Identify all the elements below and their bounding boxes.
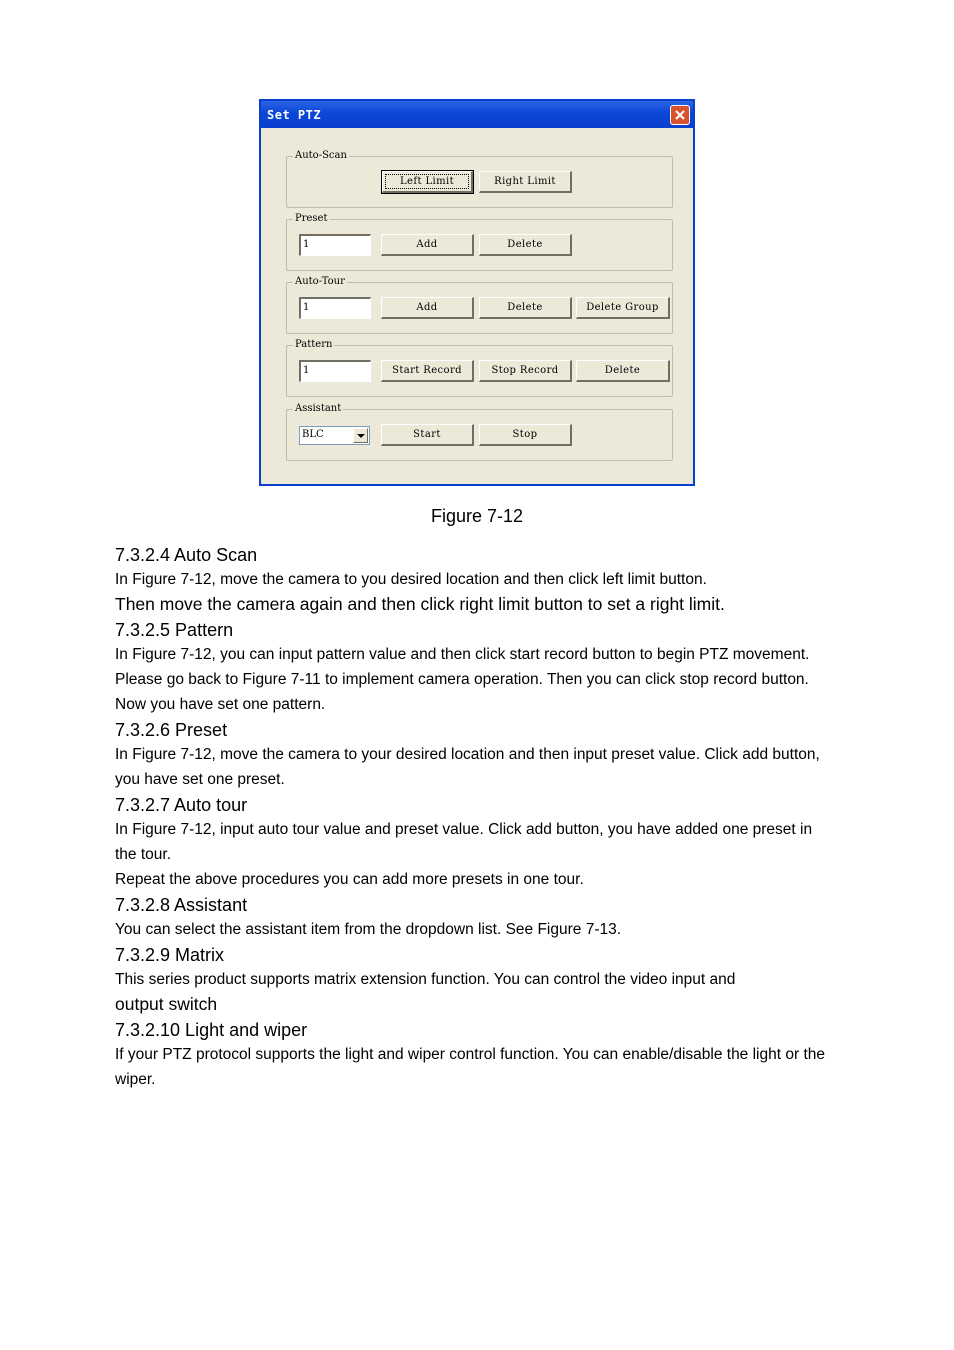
title-bar[interactable]	[261, 101, 693, 128]
left-limit-button[interactable]	[382, 171, 473, 193]
assistant-label: Assistant	[295, 403, 342, 414]
paragraph-auto-scan-1: In Figure 7-12, move the camera to you desired location and then click left limit button.	[115, 571, 707, 588]
assistant-start-button[interactable]: Start	[381, 424, 474, 446]
paragraph-matrix-1: This series product supports matrix extension function. You can control the video input and	[115, 971, 736, 988]
paragraph-auto-tour-2: Repeat the above procedures you can add more presets in one tour.	[115, 871, 584, 888]
heading-matrix: 7.3.2.9 Matrix	[115, 945, 225, 965]
auto-tour-group	[286, 276, 673, 334]
dialog-title: Set PTZ	[267, 108, 322, 122]
preset-input[interactable]: 1	[299, 234, 371, 256]
heading-assistant: 7.3.2.8 Assistant	[115, 895, 248, 915]
preset-delete-button[interactable]: Delete	[479, 234, 572, 256]
assistant-select[interactable]	[299, 426, 370, 445]
heading-auto-tour: 7.3.2.7 Auto tour	[115, 795, 248, 815]
pattern-label: Pattern	[295, 339, 333, 350]
pattern-input[interactable]: 1	[299, 360, 371, 382]
heading-light-wiper: 7.3.2.10 Light and wiper	[115, 1020, 308, 1040]
auto-tour-input[interactable]: 1	[299, 297, 371, 319]
left-limit-label: Left Limit	[385, 174, 469, 189]
paragraph-pattern: In Figure 7-12, you can input pattern value and then click start record button to begin PTZ movement. Please go back to Figure 7-11 to implement camera operation. Then you can click stop record button. Now you have set one pattern.	[115, 646, 810, 713]
close-icon	[675, 110, 685, 120]
right-limit-button[interactable]: Right Limit	[479, 171, 572, 193]
paragraph-preset: In Figure 7-12, move the camera to your desired location and then input preset value. Click add button, you have set one preset.	[115, 746, 820, 788]
heading-pattern: 7.3.2.5 Pattern	[115, 620, 234, 640]
auto-scan-label: Auto-Scan	[295, 150, 347, 161]
auto-tour-label: Auto-Tour	[295, 276, 345, 287]
auto-tour-delete-button[interactable]: Delete	[479, 297, 572, 319]
heading-preset: 7.3.2.6 Preset	[115, 720, 228, 740]
dropdown-arrow-button[interactable]	[353, 428, 368, 443]
preset-label: Preset	[295, 213, 328, 224]
paragraph-auto-tour-1: In Figure 7-12, input auto tour value and preset value. Click add button, you have added one preset in the tour.	[115, 821, 813, 863]
assistant-stop-button[interactable]: Stop	[479, 424, 572, 446]
stop-record-button[interactable]: Stop Record	[479, 360, 572, 382]
paragraph-light-wiper: If your PTZ protocol supports the light and wiper control function. You can enable/disable the light or the wiper.	[115, 1046, 825, 1088]
pattern-delete-button[interactable]: Delete	[576, 360, 670, 382]
heading-auto-scan: 7.3.2.4 Auto Scan	[115, 545, 258, 565]
preset-group	[286, 213, 673, 271]
paragraph-auto-scan-2: Then move the camera again and then click right limit button to set a right limit.	[115, 594, 725, 614]
pattern-group	[286, 339, 673, 397]
chevron-down-icon	[357, 434, 365, 439]
assistant-selected-value: BLC	[302, 429, 324, 440]
paragraph-assistant: You can select the assistant item from the dropdown list. See Figure 7-13.	[115, 921, 622, 938]
figure-caption: Figure 7-12	[430, 506, 524, 526]
paragraph-matrix-2: output switch	[115, 994, 218, 1014]
set-ptz-dialog	[259, 99, 695, 486]
preset-add-button[interactable]: Add	[381, 234, 474, 256]
start-record-button[interactable]: Start Record	[381, 360, 474, 382]
delete-group-button[interactable]: Delete Group	[576, 297, 670, 319]
close-button[interactable]	[670, 105, 690, 125]
assistant-group	[286, 403, 673, 461]
auto-scan-group	[286, 150, 673, 208]
auto-tour-add-button[interactable]: Add	[381, 297, 474, 319]
